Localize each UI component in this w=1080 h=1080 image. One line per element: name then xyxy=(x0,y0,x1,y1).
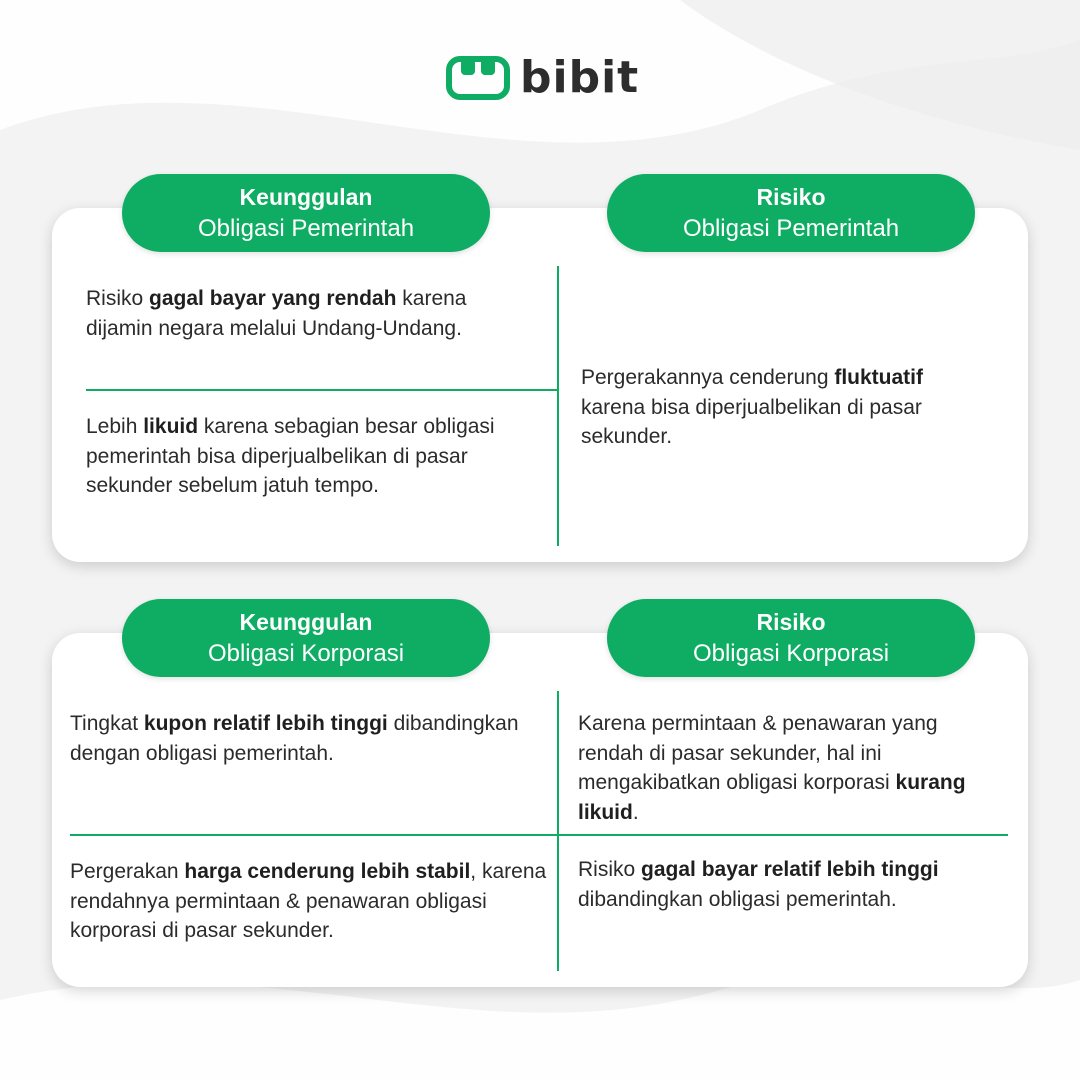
corporate-risk-1 xyxy=(578,709,998,827)
government-risk-header xyxy=(607,174,975,252)
body-text: Risiko xyxy=(578,858,642,881)
body-text: dibandingkan dengan obligasi pemerintah. xyxy=(70,712,519,765)
corporate-advantage-1 xyxy=(70,709,540,768)
bibit-logo xyxy=(446,54,639,102)
highlight-text: likuid xyxy=(143,415,199,438)
government-advantage-2 xyxy=(86,412,546,501)
column-divider xyxy=(557,691,559,971)
header-line-2: Obligasi Korporasi xyxy=(207,639,405,667)
column-divider xyxy=(557,266,559,546)
header-line-1: Keunggulan xyxy=(239,183,373,210)
highlight-text: kupon relatif lebih tinggi xyxy=(143,712,388,735)
corporate-advantage-2 xyxy=(70,857,548,946)
government-risk-1 xyxy=(581,363,991,452)
body-text: karena dijamin negara melalui Undang-Undang. xyxy=(86,287,467,340)
header-line-1: Risiko xyxy=(756,183,826,210)
header-line-2: Obligasi Pemerintah xyxy=(682,214,900,242)
highlight-text: fluktuatif xyxy=(834,366,923,389)
body-text: karena sebagian besar obligasi pemerintah bisa diperjualbelikan di pasar sekunder sebelum jatuh tempo. xyxy=(86,415,495,497)
highlight-text: gagal bayar relatif lebih tinggi xyxy=(641,858,939,881)
body-text: Lebih xyxy=(86,415,144,438)
body-text: Tingkat xyxy=(70,712,144,735)
brand-name: bibit xyxy=(520,52,640,103)
government-advantage-header xyxy=(122,174,490,252)
corporate-bond-panel xyxy=(52,633,1028,987)
corporate-advantage-header xyxy=(122,599,490,677)
bibit-logo-icon xyxy=(446,56,510,100)
header-line-1: Keunggulan xyxy=(239,608,373,635)
body-text: dibandingkan obligasi pemerintah. xyxy=(578,887,897,911)
body-text: karena bisa diperjualbelikan di pasar sekunder. xyxy=(581,395,922,448)
highlight-text: kurang likuid xyxy=(578,771,966,824)
row-divider xyxy=(86,389,558,391)
body-text: . xyxy=(632,800,639,824)
body-text: Pergerakannya cenderung xyxy=(581,366,835,389)
highlight-text: gagal bayar yang rendah xyxy=(149,287,397,310)
highlight-text: harga cenderung lebih stabil xyxy=(184,860,471,883)
government-advantage-1 xyxy=(86,284,538,343)
header-line-1: Risiko xyxy=(756,608,826,635)
government-bond-panel xyxy=(52,208,1028,562)
header-line-2: Obligasi Pemerintah xyxy=(197,214,415,242)
corporate-risk-2 xyxy=(578,855,1003,914)
body-text: Pergerakan xyxy=(70,860,185,883)
body-text: , karena rendahnya permintaan & penawaran obligasi korporasi di pasar sekunder. xyxy=(70,860,547,942)
body-text: Karena permintaan & penawaran yang rendah di pasar sekunder, hal ini mengakibatkan obligasi korporasi xyxy=(578,712,938,794)
body-text: Risiko xyxy=(86,287,150,310)
row-divider xyxy=(70,834,1008,836)
header-line-2: Obligasi Korporasi xyxy=(692,639,890,667)
corporate-risk-header xyxy=(607,599,975,677)
